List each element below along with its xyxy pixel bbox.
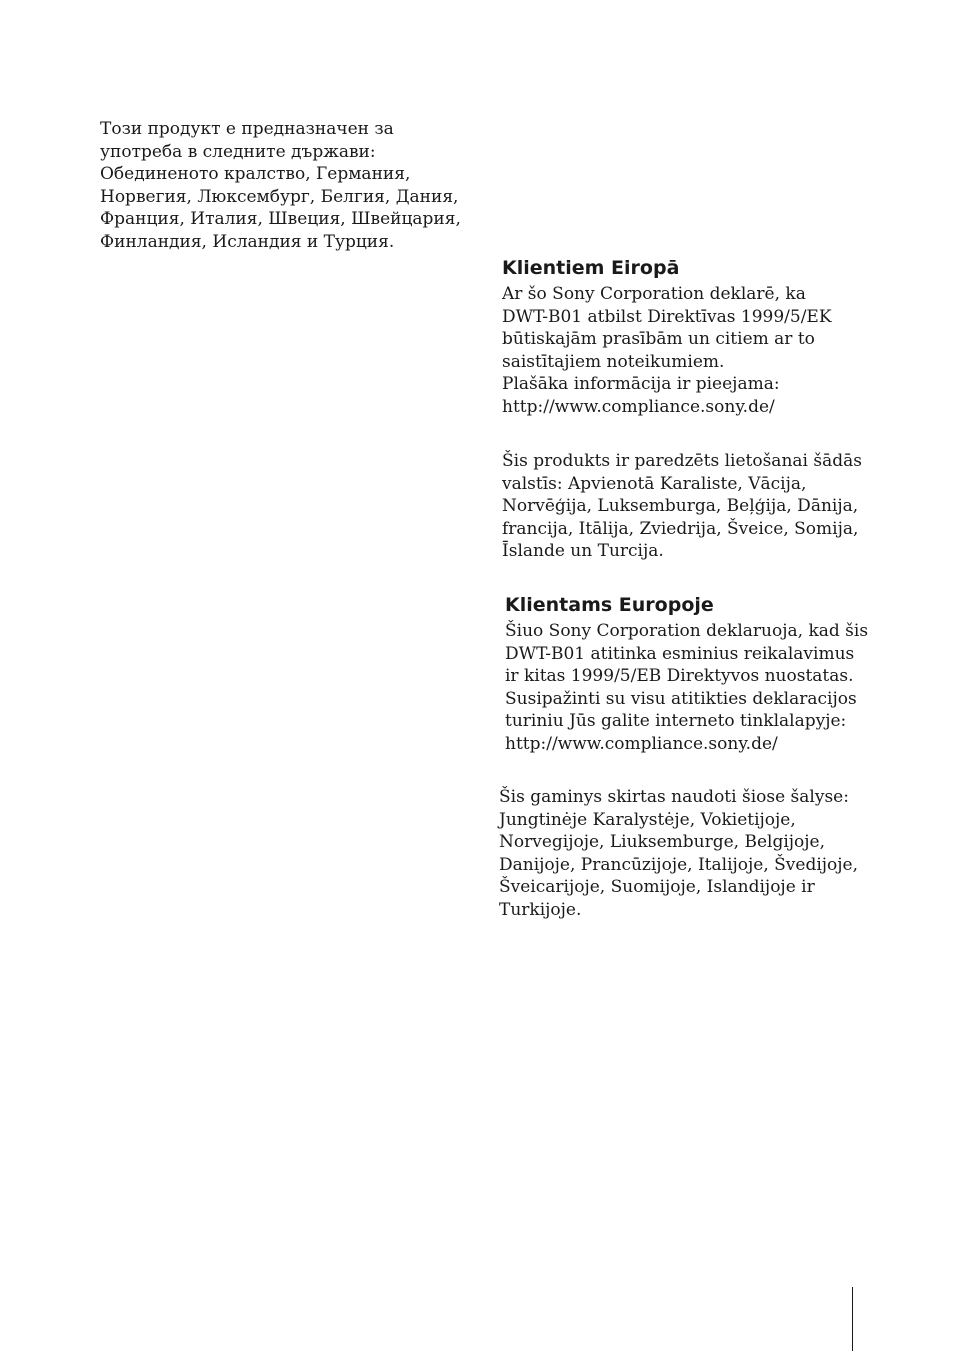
text-line: Šveicarijoje, Suomijoje, Islandijoje ir bbox=[499, 877, 815, 898]
compliance-url: http://www.compliance.sony.de/ bbox=[505, 733, 778, 754]
compliance-url: http://www.compliance.sony.de/ bbox=[502, 396, 775, 417]
latvian-country-notice bbox=[502, 450, 882, 563]
text-line: Šis gaminys skirtas naudoti šiose šalyse: bbox=[499, 787, 849, 807]
text-line: turiniu Jūs galite interneto tinklalapyje: bbox=[505, 711, 847, 732]
text-line: употреба в следните държави: bbox=[100, 141, 376, 162]
latvian-countries-paragraph bbox=[502, 450, 882, 563]
text-line: Šis produkts ir paredzēts lietošanai šādās bbox=[502, 451, 862, 471]
text-line: Šiuo Sony Corporation deklaruoja, kad šis bbox=[505, 621, 869, 641]
text-line: Turkijoje. bbox=[499, 899, 582, 920]
text-line: Франция, Италия, Швеция, Швейцария, bbox=[100, 209, 461, 230]
text-line: Финландия, Исландия и Турция. bbox=[100, 231, 395, 252]
lithuanian-heading: Klientams Europoje bbox=[505, 594, 714, 616]
text-line: valstīs: Apvienotā Karaliste, Vācija, bbox=[502, 473, 807, 494]
text-line: francija, Itālija, Zviedrija, Šveice, Somija, bbox=[502, 518, 859, 539]
text-line: DWT-B01 atitinka esminius reikalavimus bbox=[505, 643, 855, 664]
text-line: DWT-B01 atbilst Direktīvas 1999/5/EK bbox=[502, 306, 832, 327]
text-line: Ar šo Sony Corporation deklarē, ka bbox=[502, 284, 806, 304]
text-line: Този продукт е предназначен за bbox=[100, 119, 394, 139]
bulgarian-country-notice bbox=[100, 118, 480, 254]
text-line: saistītajiem noteikumiem. bbox=[502, 351, 725, 372]
page-edge-rule bbox=[852, 1287, 853, 1351]
latvian-declaration-section bbox=[502, 256, 882, 419]
text-line: Jungtinėje Karalystėje, Vokietijoje, bbox=[499, 809, 796, 830]
text-line: Plašāka informācija ir pieejama: bbox=[502, 374, 780, 395]
text-line: Norvēģija, Luksemburga, Beļģija, Dānija, bbox=[502, 496, 859, 517]
lithuanian-declaration-paragraph bbox=[505, 620, 885, 756]
text-line: Обединеното кралство, Германия, bbox=[100, 164, 411, 185]
bulgarian-paragraph bbox=[100, 118, 480, 254]
lithuanian-declaration-section bbox=[505, 593, 885, 756]
text-line: ir kitas 1999/5/EB Direktyvos nuostatas. bbox=[505, 666, 854, 687]
lithuanian-country-notice bbox=[499, 786, 879, 922]
text-line: Danijoje, Prancūzijoje, Italijoje, Švedijoje, bbox=[499, 854, 859, 875]
text-line: Īslande un Turcija. bbox=[502, 541, 664, 562]
text-line: būtiskajām prasībām un citiem ar to bbox=[502, 329, 815, 350]
text-line: Norvegijoje, Liuksemburge, Belgijoje, bbox=[499, 832, 826, 853]
latvian-heading: Klientiem Eiropā bbox=[502, 257, 680, 279]
text-line: Susipažinti su visu atitikties deklaracijos bbox=[505, 688, 857, 709]
text-line: Норвегия, Люксембург, Белгия, Дания, bbox=[100, 186, 459, 207]
latvian-declaration-paragraph bbox=[502, 283, 882, 419]
lithuanian-countries-paragraph bbox=[499, 786, 879, 922]
